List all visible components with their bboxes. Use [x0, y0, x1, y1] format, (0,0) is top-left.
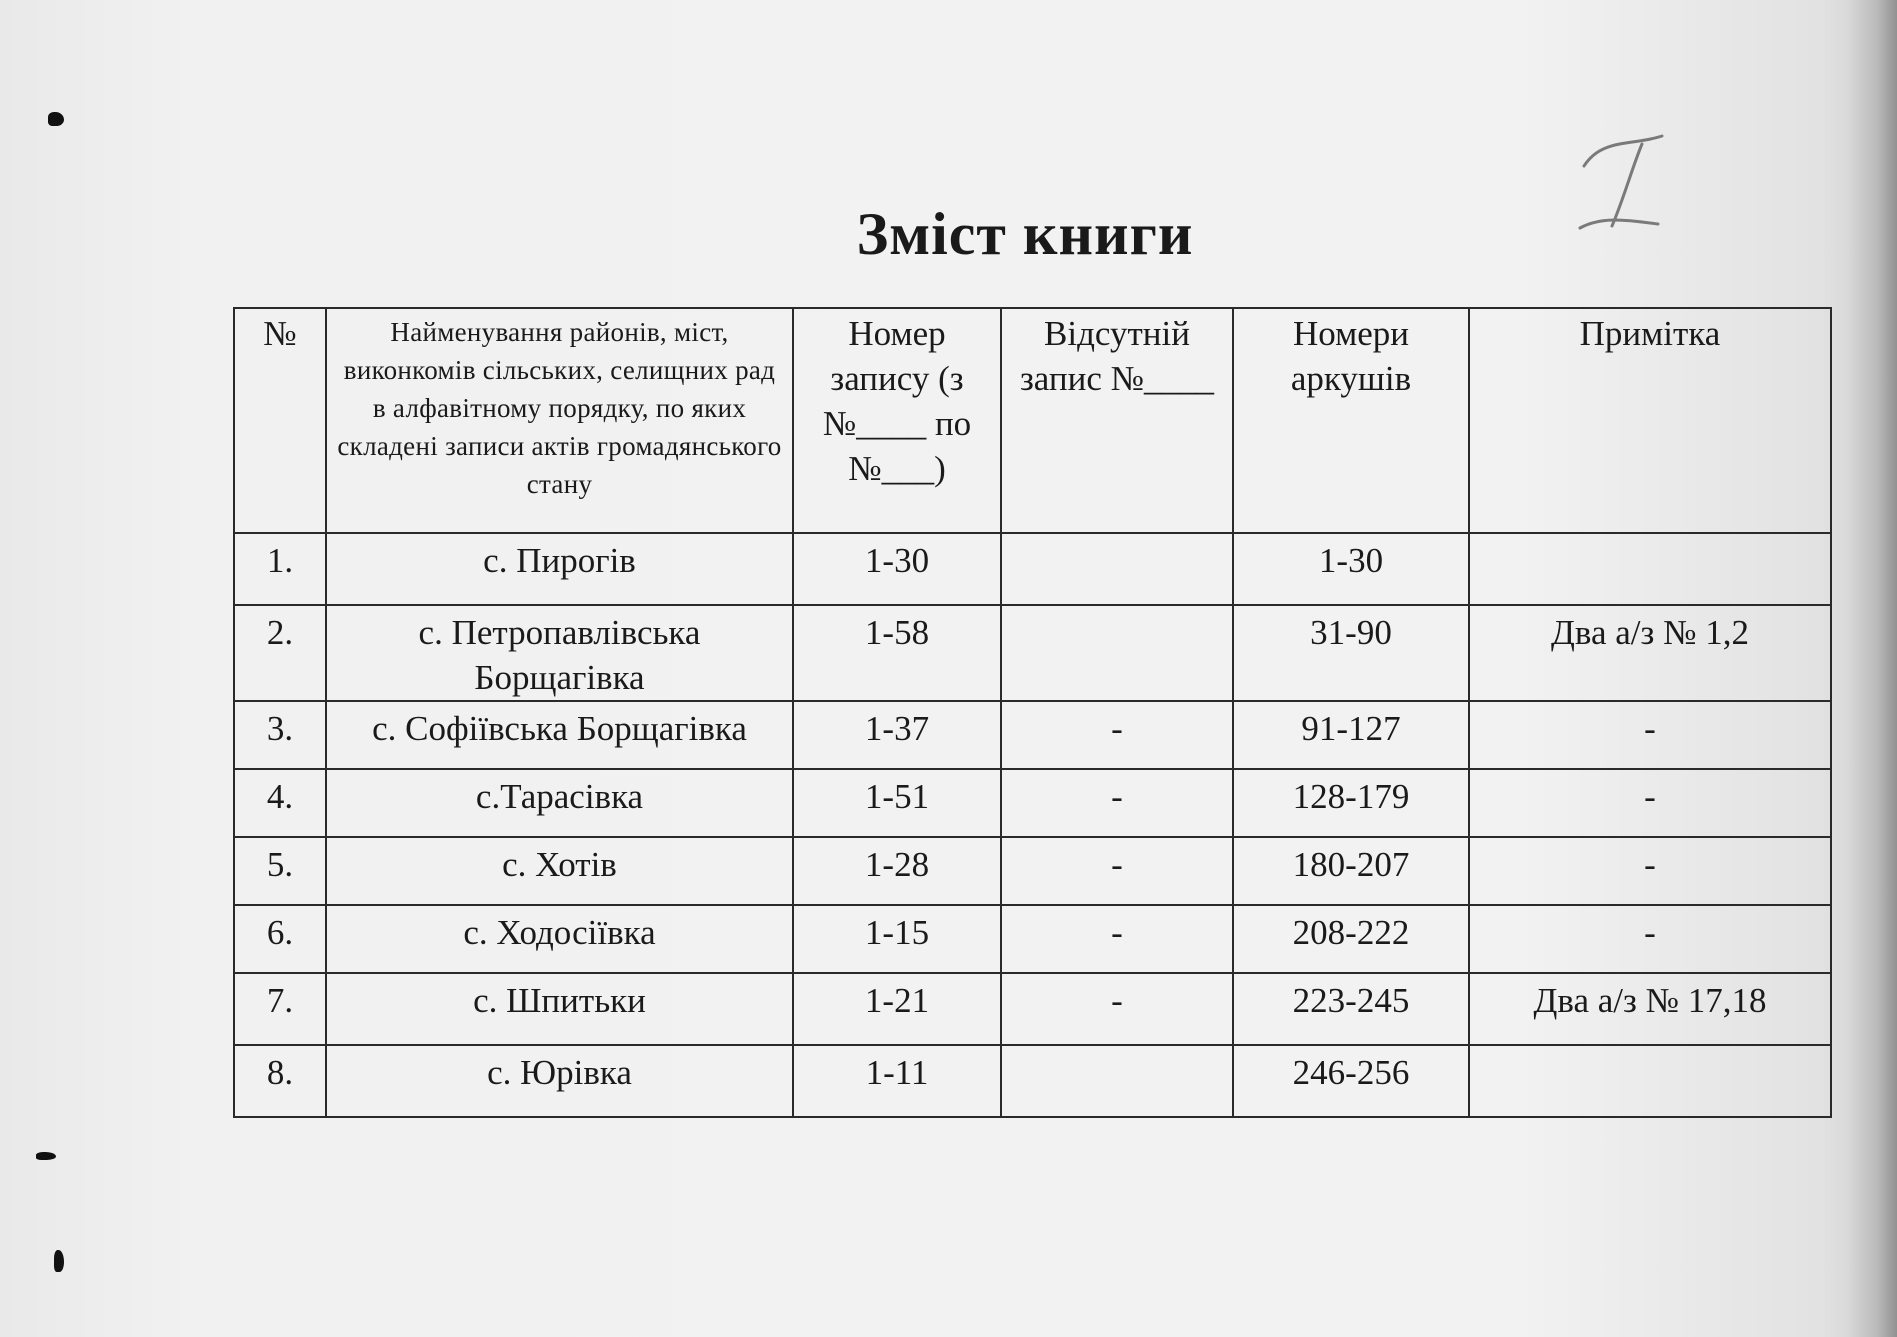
row-sheets: 1-30 [1233, 533, 1469, 605]
row-records: 1-37 [793, 701, 1001, 769]
table-row [234, 905, 1831, 973]
table-row [234, 769, 1831, 837]
ink-speck [48, 112, 64, 126]
header-missing-record: Відсутній запис №____ [1001, 308, 1233, 533]
row-note: - [1469, 769, 1831, 837]
row-name: с. Пирогів [326, 533, 793, 605]
row-sheets: 208-222 [1233, 905, 1469, 973]
row-sheets: 128-179 [1233, 769, 1469, 837]
row-records: 1-51 [793, 769, 1001, 837]
row-records: 1-21 [793, 973, 1001, 1045]
header-sheet-numbers: Номери аркушів [1233, 308, 1469, 533]
row-note [1469, 1045, 1831, 1117]
row-number: 3. [234, 701, 326, 769]
table-row [234, 973, 1831, 1045]
row-sheets: 180-207 [1233, 837, 1469, 905]
row-missing: - [1001, 769, 1233, 837]
table-header-row [234, 308, 1831, 533]
row-number: 1. [234, 533, 326, 605]
row-sheets: 246-256 [1233, 1045, 1469, 1117]
row-missing [1001, 1045, 1233, 1117]
row-note: - [1469, 837, 1831, 905]
row-records: 1-28 [793, 837, 1001, 905]
row-name: с. Софіївська Борщагівка [326, 701, 793, 769]
table-row [234, 701, 1831, 769]
row-missing: - [1001, 837, 1233, 905]
row-note: Два а/з № 1,2 [1469, 605, 1831, 701]
row-name: с. Петропавлівська Борщагівка [326, 605, 793, 701]
row-records: 1-15 [793, 905, 1001, 973]
row-sheets: 223-245 [1233, 973, 1469, 1045]
row-number: 4. [234, 769, 326, 837]
row-records: 1-58 [793, 605, 1001, 701]
header-name: Найменування районів, міст, виконкомів сільських, селищних рад в алфавітному порядку, по яких складені записи актів громадянського стану [326, 308, 793, 533]
table-row [234, 533, 1831, 605]
table-row [234, 1045, 1831, 1117]
row-number: 8. [234, 1045, 326, 1117]
row-name: с. Шпитьки [326, 973, 793, 1045]
row-records: 1-11 [793, 1045, 1001, 1117]
row-sheets: 31-90 [1233, 605, 1469, 701]
ink-speck [36, 1152, 56, 1160]
row-note: - [1469, 905, 1831, 973]
table-row [234, 605, 1831, 701]
contents-table [233, 307, 1832, 1118]
row-missing: - [1001, 973, 1233, 1045]
header-number: № [234, 308, 326, 533]
row-number: 6. [234, 905, 326, 973]
row-number: 5. [234, 837, 326, 905]
row-name: с. Ходосіївка [326, 905, 793, 973]
row-records: 1-30 [793, 533, 1001, 605]
row-missing [1001, 533, 1233, 605]
row-note [1469, 533, 1831, 605]
page-title: Зміст книги [856, 201, 1194, 267]
table-row [234, 837, 1831, 905]
row-missing: - [1001, 905, 1233, 973]
row-number: 2. [234, 605, 326, 701]
row-missing [1001, 605, 1233, 701]
row-sheets: 91-127 [1233, 701, 1469, 769]
header-note: Примітка [1469, 308, 1831, 533]
row-name: с.Тарасівка [326, 769, 793, 837]
header-record-number: Номер запису (з №____ по №___) [793, 308, 1001, 533]
row-note: - [1469, 701, 1831, 769]
ink-speck [54, 1250, 64, 1272]
row-name: с. Хотів [326, 837, 793, 905]
row-missing: - [1001, 701, 1233, 769]
row-note: Два а/з № 17,18 [1469, 973, 1831, 1045]
row-number: 7. [234, 973, 326, 1045]
row-name: с. Юрівка [326, 1045, 793, 1117]
